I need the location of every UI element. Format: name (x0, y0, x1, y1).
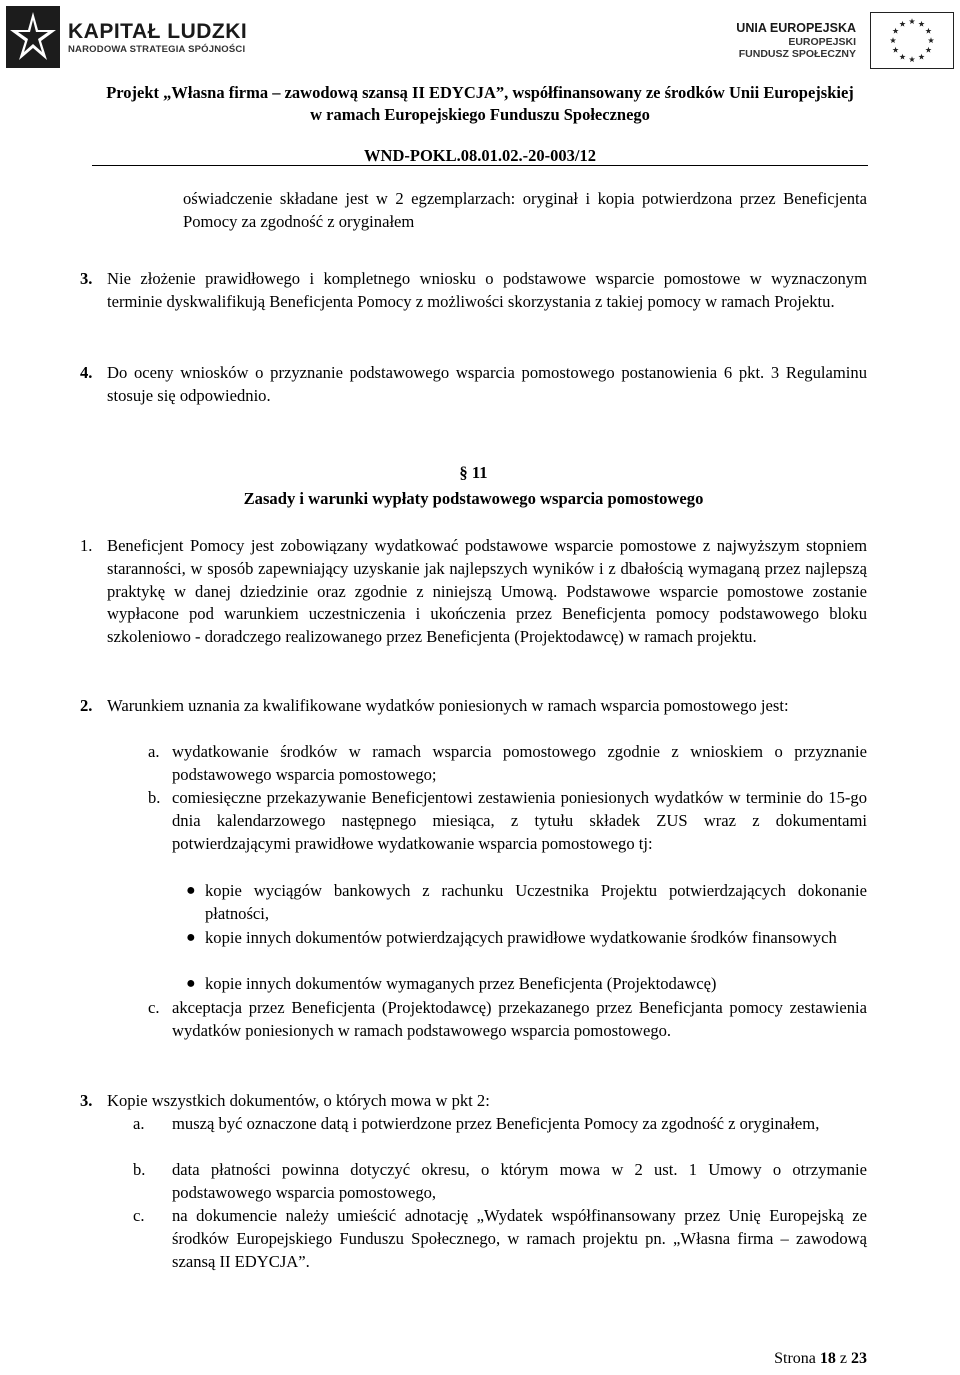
bullet-3-icon: ● (186, 975, 196, 992)
kapital-ludzki-star-icon (6, 6, 60, 68)
section-item-2-text: Warunkiem uznania za kwalifikowane wydatków poniesionych w ramach wsparcia pomostowego jest: (107, 696, 789, 715)
page-number-total: 23 (851, 1350, 867, 1367)
section-item-3c-letter: c. (133, 1206, 145, 1225)
page-number (774, 1350, 867, 1368)
header-divider (92, 165, 868, 166)
kapital-ludzki-logo (6, 6, 247, 68)
eu-flag-icon (870, 12, 954, 69)
section-sign: § (459, 463, 468, 482)
section-item-3a-text: muszą być oznaczone datą i potwierdzone przez Beneficjenta Pomocy za zgodność z oryginałem, (172, 1114, 820, 1133)
section-item-1-number: 1. (80, 536, 93, 555)
section-item-2b-text: comiesięczne przekazywanie Beneficjentowi zestawienia poniesionych wydatków w terminie do 15-go dnia kalendarzowego następnego miesiąca, z tytułu składek ZUS wraz z dokumentami potwierdzającymi prawidłowe wydatkowanie wsparcia pomostowego tj: (172, 788, 867, 853)
section-item-2-number: 2. (80, 696, 93, 715)
section-item-2c-letter: c. (148, 998, 160, 1017)
project-code: WND-POKL.08.01.02.-20-003/12 (364, 146, 596, 165)
bullet-1-icon: ● (186, 882, 196, 899)
item-3-text: Nie złożenie prawidłowego i kompletnego wniosku o podstawowe wsparcie pomostowe w wyznaczonym terminie dyskwalifikują Beneficjenta Pomocy z możliwości skorzystania z takiej pomocy w ramach Projektu. (107, 269, 867, 311)
bullet-3-text: kopie innych dokumentów wymaganych przez Beneficjenta (Projektodawcę) (205, 974, 717, 993)
section-item-2b-letter: b. (148, 788, 161, 807)
kapital-ludzki-title: KAPITAŁ LUDZKI (68, 19, 248, 43)
intro-paragraph: oświadczenie składane jest w 2 egzemplarzach: oryginał i kopia potwierdzona przez Beneficjenta Pomocy za zgodność z oryginałem (183, 189, 867, 231)
bullet-2-text: kopie innych dokumentów potwierdzających prawidłowe wydatkowanie środków finansowych (205, 928, 837, 947)
section-item-3a-letter: a. (133, 1114, 145, 1133)
section-item-2a-text: wydatkowanie środków w ramach wsparcia pomostowego zgodnie z wnioskiem o przyznanie podstawowego wsparcia pomostowego; (172, 742, 867, 784)
section-item-3c-text: na dokumencie należy umieścić adnotację „Wydatek współfinansowany przez Unię Europejską ze środków Europejskiego Funduszu Społecznego, w ramach projektu pn. „Własna firma – zawodową szansą II EDYCJA”. (172, 1206, 867, 1271)
eu-logo-line2: EUROPEJSKI (788, 36, 856, 48)
section-item-2a-letter: a. (148, 742, 160, 761)
item-3-number: 3. (80, 269, 93, 288)
page-number-sep: z (839, 1350, 847, 1367)
page-number-current: 18 (819, 1350, 836, 1367)
bullet-2-icon: ● (186, 929, 196, 946)
item-4-number: 4. (80, 363, 93, 382)
section-item-1-text: Beneficjent Pomocy jest zobowiązany wydatkować podstawowe wsparcie pomostowe z najwyższym stopniem staranności, w sposób zapewniający uzyskanie jak najlepszych wyników i z dbałością wymaganą przez najlepszą praktykę w danej dziedzinie oraz zgodnie z niniejszą Umową. Podstawowe wsparcie pomostowe zostanie wypłacone pod warunkiem uczestniczenia i ukończenia przez Beneficjenta pomocy podstawowego bloku szkoleniowo - doradczego realizowanego przez Beneficjenta (Projektodawcę) w ramach projektu. (107, 536, 867, 647)
item-4-text: Do oceny wniosków o przyznanie podstawowego wsparcia pomostowego postanowienia 6 pkt. 3 Regulaminu stosuje się odpowiednio. (107, 363, 867, 405)
eu-logo (736, 12, 954, 69)
section-item-2c-text: akceptacja przez Beneficjenta (Projektodawcę) przekazanego przez Beneficjanta pomocy zestawienia wydatków poniesionych w ramach podstawowego wsparcia pomostowego. (172, 998, 867, 1040)
eu-logo-line3: FUNDUSZ SPOŁECZNY (738, 48, 856, 60)
section-item-3b-text: data płatności powinna dotyczyć okresu, o którym mowa w 2 ust. 1 Umowy o otrzymanie podstawowego wsparcia pomostowego, (172, 1160, 867, 1202)
kapital-ludzki-subtitle: NARODOWA STRATEGIA SPÓJNOŚCI (68, 43, 246, 55)
page-number-label: Strona (774, 1350, 816, 1367)
project-title-line1: Projekt „Własna firma – zawodową szansą II EDYCJA”, współfinansowany ze środków Unii Europejskiej (106, 83, 854, 102)
project-title-line2: w ramach Europejskiego Funduszu Społecznego (310, 105, 650, 124)
section-number-value: 11 (471, 463, 488, 482)
bullet-1-text: kopie wyciągów bankowych z rachunku Uczestnika Projektu potwierdzających dokonanie płatności, (205, 881, 867, 923)
eu-logo-line1: UNIA EUROPEJSKA (736, 21, 856, 35)
section-item-3b-letter: b. (133, 1160, 146, 1179)
section-item-3-text: Kopie wszystkich dokumentów, o których mowa w pkt 2: (107, 1091, 490, 1110)
section-item-3-number: 3. (80, 1091, 93, 1110)
section-title: Zasady i warunki wypłaty podstawowego wsparcia pomostowego (243, 489, 704, 508)
section-number (80, 462, 867, 485)
